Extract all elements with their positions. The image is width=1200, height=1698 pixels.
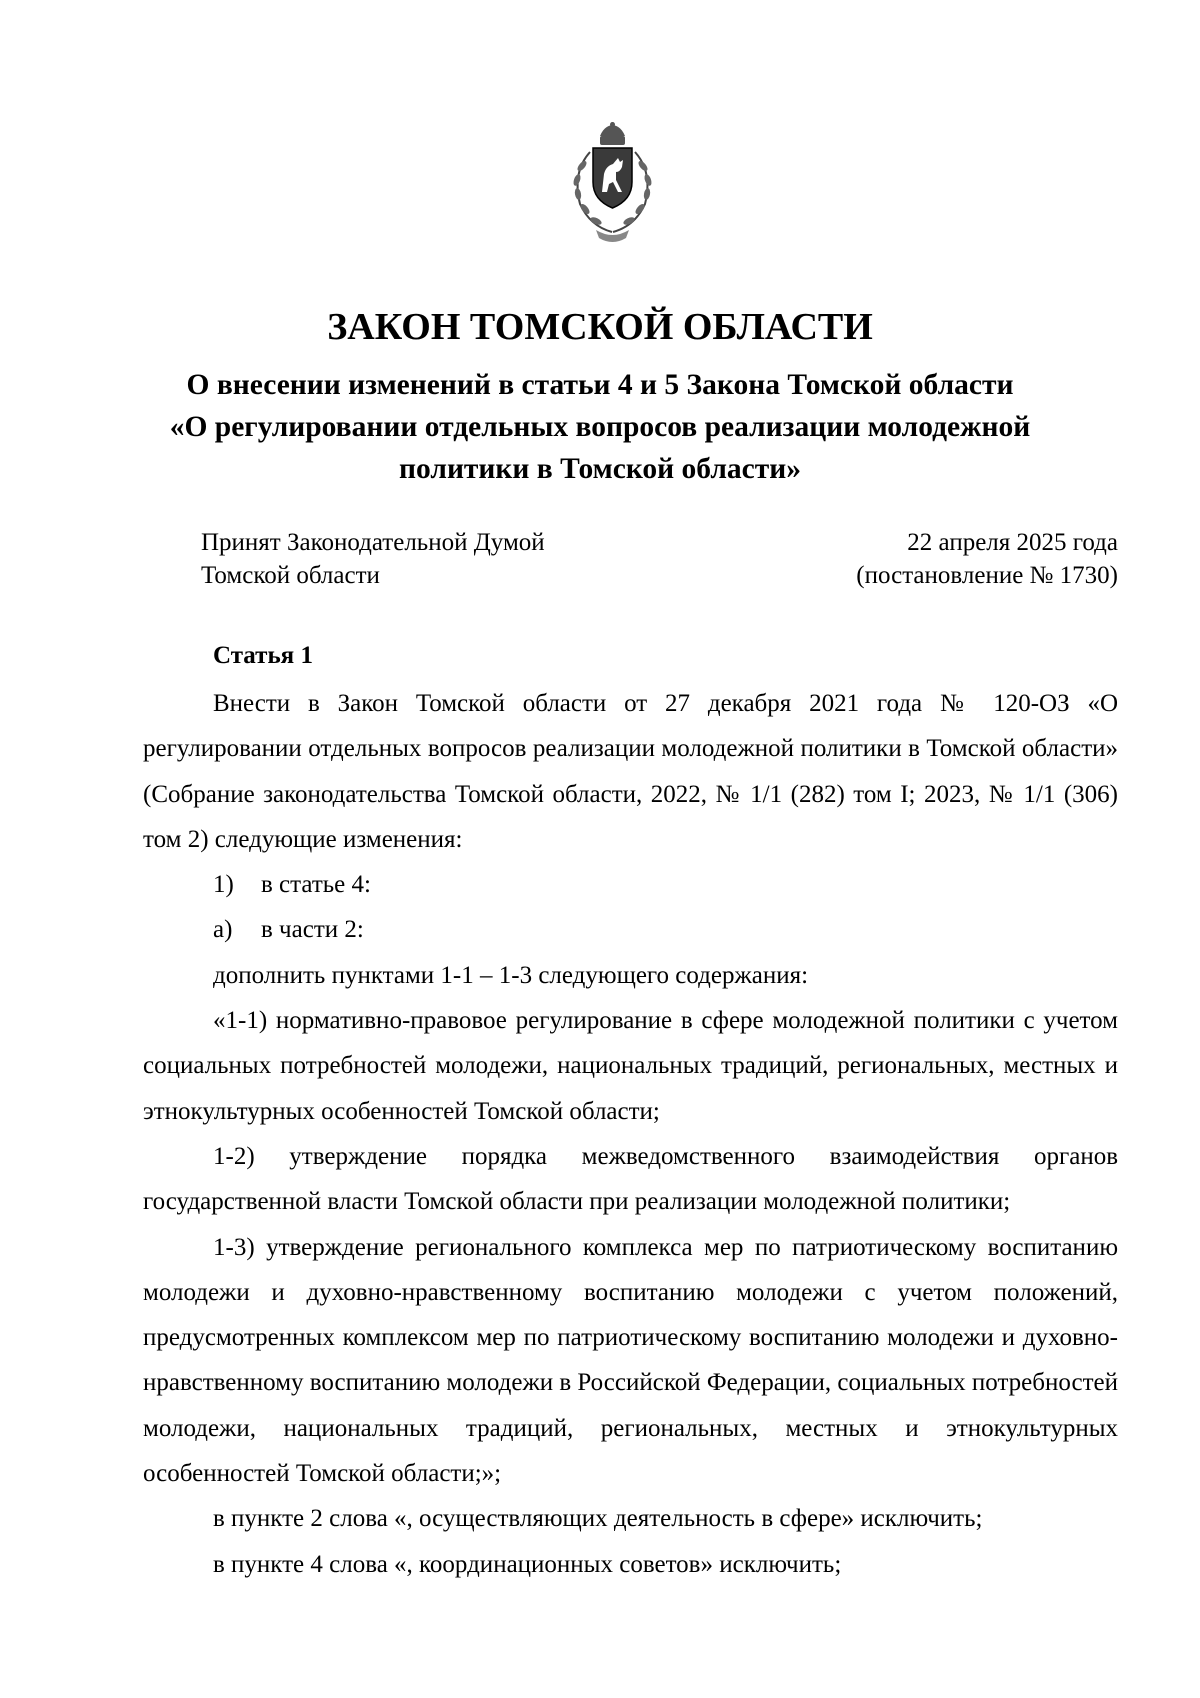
article-body: [143, 681, 1118, 1587]
list-item: [143, 907, 1118, 952]
paragraph: дополнить пунктами 1-1 – 1-3 следующего содержания:: [213, 961, 809, 989]
coat-of-arms-icon: [560, 122, 665, 254]
subtitle-line: политики в Томской области»: [399, 453, 801, 485]
adoption-body: [201, 526, 721, 592]
list-item-number: а): [213, 916, 233, 944]
paragraph: «1-1) нормативно-правовое регулирование в сфере молодежной политики с учетом социальных потребностей молодежи, национальных традиций, региональных, местных и этнокультурных особенностей Томской области;: [143, 1007, 1118, 1125]
list-item-text: в части 2:: [261, 916, 364, 944]
adoption-date: [700, 526, 1118, 592]
list-item-number: 1): [213, 871, 234, 899]
adoption-date-line: 22 апреля 2025 года: [907, 529, 1118, 556]
paragraph: Внести в Закон Томской области от 27 декабря 2021 года № 120-ОЗ «О регулировании отдельных вопросов реализации молодежной политики в Томской области» (Собрание законодательства Томской области, 2022, № 1/1 (282) том I; 2023, № 1/1 (306) том 2) следующие изменения:: [143, 690, 1118, 853]
subtitle-line: О внесении изменений в статьи 4 и 5 Закона Томской области: [186, 369, 1014, 401]
adoption-body-line: Принят Законодательной Думой: [201, 529, 545, 556]
paragraph: в пункте 4 слова «, координационных советов» исключить;: [213, 1550, 842, 1578]
paragraph: в пункте 2 слова «, осуществляющих деятельность в сфере» исключить;: [213, 1505, 983, 1533]
law-subtitle: [130, 364, 1070, 490]
law-title: ЗАКОН ТОМСКОЙ ОБЛАСТИ: [327, 306, 873, 348]
paragraph: 1-3) утверждение регионального комплекса мер по патриотическому воспитанию молодежи и духовно-нравственному воспитанию молодежи с учетом положений, предусмотренных комплексом мер по патриотическому воспитанию молодежи и духовно-нравственному воспитанию молодежи в Российской Федерации, социальных потребностей молодежи, национальных традиций, региональных, местных и этнокультурных особенностей Томской области;»;: [143, 1233, 1118, 1488]
paragraph: 1-2) утверждение порядка межведомственного взаимодействия органов государственной власти Томской области при реализации молодежной политики;: [143, 1142, 1118, 1216]
subtitle-line: «О регулировании отдельных вопросов реализации молодежной: [169, 411, 1031, 443]
list-item-text: в статье 4:: [261, 871, 371, 899]
list-item: [143, 862, 1118, 907]
adoption-body-line: Томской области: [201, 562, 380, 589]
article-heading: Статья 1: [213, 642, 313, 669]
resolution-number: (постановление № 1730): [856, 562, 1118, 589]
